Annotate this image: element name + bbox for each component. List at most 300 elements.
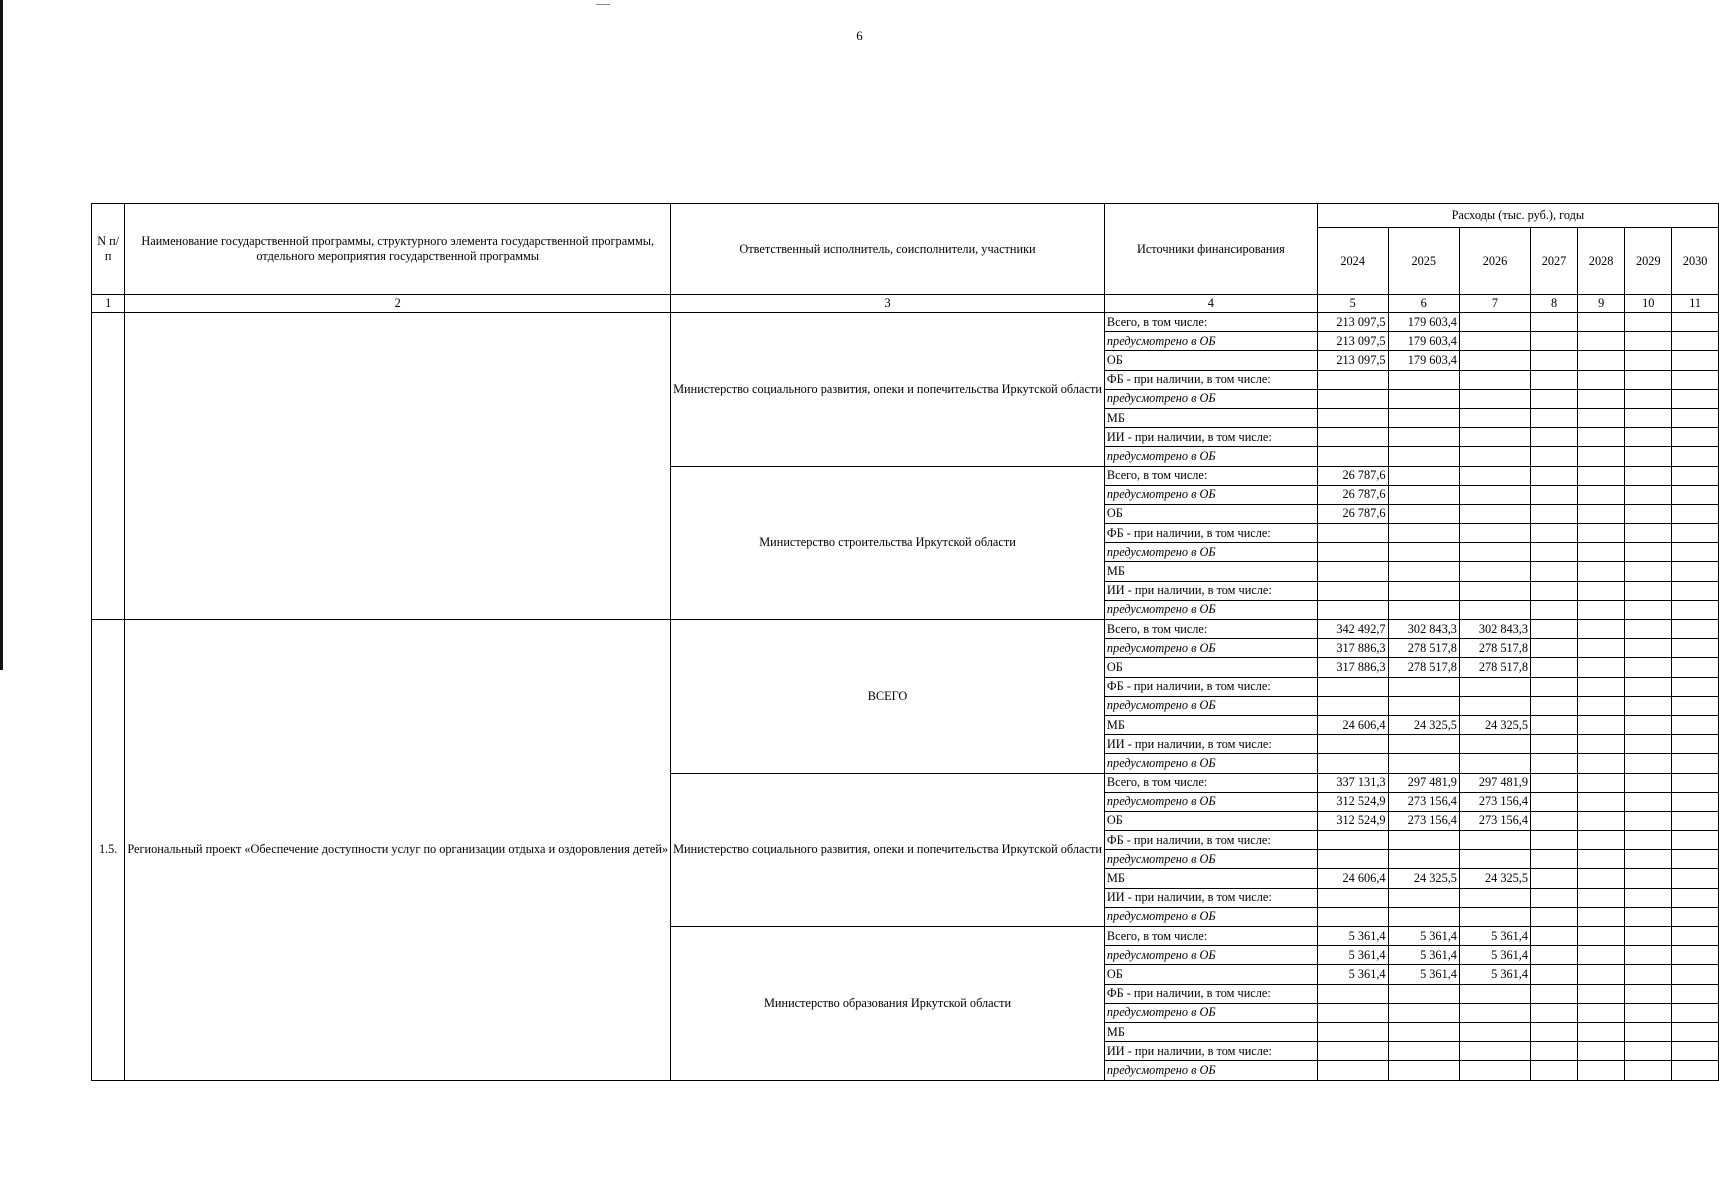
expense-value-cell <box>1672 581 1719 600</box>
expense-value-cell <box>1578 313 1625 332</box>
expense-value-cell <box>1317 428 1388 447</box>
header-num: N п/п <box>92 204 125 295</box>
expense-value-cell <box>1459 1061 1530 1080</box>
expense-value-cell <box>1388 600 1459 619</box>
expense-value-cell <box>1578 792 1625 811</box>
expense-value-cell <box>1578 946 1625 965</box>
expense-value-cell <box>1317 581 1388 600</box>
expense-value-cell: 337 131,3 <box>1317 773 1388 792</box>
expense-value-cell <box>1625 984 1672 1003</box>
expense-value-cell <box>1531 792 1578 811</box>
funding-source-cell: Всего, в том числе: <box>1104 313 1317 332</box>
column-number: 2 <box>125 295 671 313</box>
expense-value-cell <box>1672 1003 1719 1022</box>
expense-value-cell <box>1531 677 1578 696</box>
expense-value-cell <box>1578 677 1625 696</box>
expense-value-cell <box>1388 485 1459 504</box>
expense-value-cell <box>1625 504 1672 523</box>
expense-value-cell <box>1578 984 1625 1003</box>
expense-value-cell <box>1531 1003 1578 1022</box>
expense-value-cell <box>1531 485 1578 504</box>
expense-value-cell <box>1625 773 1672 792</box>
budget-table <box>91 203 1719 1081</box>
funding-source-cell: предусмотрено в ОБ <box>1104 447 1317 466</box>
expense-value-cell: 24 325,5 <box>1388 869 1459 888</box>
expense-value-cell <box>1317 754 1388 773</box>
expense-value-cell <box>1578 466 1625 485</box>
expense-value-cell <box>1672 965 1719 984</box>
column-number: 9 <box>1578 295 1625 313</box>
expense-value-cell: 342 492,7 <box>1317 620 1388 639</box>
expense-value-cell <box>1578 735 1625 754</box>
expense-value-cell <box>1317 524 1388 543</box>
expense-value-cell: 297 481,9 <box>1459 773 1530 792</box>
expense-value-cell <box>1388 1003 1459 1022</box>
executor-cell: Министерство строительства Иркутской области <box>671 466 1105 620</box>
funding-source-cell: МБ <box>1104 562 1317 581</box>
expense-value-cell <box>1317 735 1388 754</box>
expense-value-cell: 24 606,4 <box>1317 715 1388 734</box>
expense-value-cell <box>1672 447 1719 466</box>
header-sources: Источники финансирования <box>1104 204 1317 295</box>
expense-value-cell: 5 361,4 <box>1317 965 1388 984</box>
funding-source-cell: предусмотрено в ОБ <box>1104 1003 1317 1022</box>
expense-value-cell <box>1672 408 1719 427</box>
row-number-cell: 1.5. <box>92 620 125 1081</box>
expense-value-cell <box>1459 389 1530 408</box>
funding-source-cell: ИИ - при наличии, в том числе: <box>1104 581 1317 600</box>
expense-value-cell <box>1459 831 1530 850</box>
scan-margin-bar <box>0 0 3 670</box>
expense-value-cell <box>1578 562 1625 581</box>
expense-value-cell <box>1317 831 1388 850</box>
funding-source-cell: предусмотрено в ОБ <box>1104 696 1317 715</box>
expense-value-cell <box>1578 639 1625 658</box>
expense-value-cell <box>1672 811 1719 830</box>
expense-value-cell <box>1459 1003 1530 1022</box>
expense-value-cell <box>1317 677 1388 696</box>
funding-source-cell: предусмотрено в ОБ <box>1104 543 1317 562</box>
expense-value-cell <box>1531 389 1578 408</box>
expense-value-cell <box>1459 850 1530 869</box>
expense-value-cell <box>1578 831 1625 850</box>
expense-value-cell <box>1672 562 1719 581</box>
expense-value-cell <box>1625 811 1672 830</box>
expense-value-cell <box>1578 485 1625 504</box>
funding-source-cell: ФБ - при наличии, в том числе: <box>1104 984 1317 1003</box>
expense-value-cell <box>1531 773 1578 792</box>
expense-value-cell <box>1578 1042 1625 1061</box>
expense-value-cell <box>1317 408 1388 427</box>
expense-value-cell: 5 361,4 <box>1388 965 1459 984</box>
expense-value-cell <box>1317 389 1388 408</box>
executor-cell: Министерство образования Иркутской области <box>671 927 1105 1081</box>
scan-mark <box>596 4 610 5</box>
expense-value-cell <box>1578 888 1625 907</box>
expense-value-cell <box>1625 466 1672 485</box>
expense-value-cell <box>1578 965 1625 984</box>
expense-value-cell <box>1578 581 1625 600</box>
column-number: 7 <box>1459 295 1530 313</box>
expense-value-cell <box>1317 1061 1388 1080</box>
expense-value-cell <box>1388 677 1459 696</box>
expense-value-cell <box>1531 428 1578 447</box>
expense-value-cell <box>1388 1022 1459 1041</box>
expense-value-cell <box>1578 754 1625 773</box>
page-number: 6 <box>856 28 863 43</box>
funding-source-cell: предусмотрено в ОБ <box>1104 907 1317 926</box>
expense-value-cell <box>1672 313 1719 332</box>
expense-value-cell <box>1388 735 1459 754</box>
funding-source-cell: предусмотрено в ОБ <box>1104 639 1317 658</box>
expense-value-cell: 24 325,5 <box>1388 715 1459 734</box>
expense-value-cell: 5 361,4 <box>1317 946 1388 965</box>
expense-value-cell <box>1531 1061 1578 1080</box>
expense-value-cell: 5 361,4 <box>1317 927 1388 946</box>
expense-value-cell <box>1531 370 1578 389</box>
column-number: 1 <box>92 295 125 313</box>
expense-value-cell <box>1578 524 1625 543</box>
expense-value-cell <box>1672 677 1719 696</box>
expense-value-cell <box>1578 850 1625 869</box>
funding-source-cell: ИИ - при наличии, в том числе: <box>1104 428 1317 447</box>
expense-value-cell <box>1459 984 1530 1003</box>
expense-value-cell <box>1531 658 1578 677</box>
expense-value-cell <box>1578 351 1625 370</box>
expense-value-cell <box>1317 1022 1388 1041</box>
expense-value-cell <box>1388 850 1459 869</box>
expense-value-cell <box>1388 1042 1459 1061</box>
expense-value-cell <box>1317 907 1388 926</box>
table-row <box>92 313 1719 332</box>
expense-value-cell <box>1625 351 1672 370</box>
table-body <box>92 313 1719 1081</box>
expense-value-cell <box>1672 428 1719 447</box>
expense-value-cell <box>1459 562 1530 581</box>
header-expenses: Расходы (тыс. руб.), годы <box>1317 204 1718 228</box>
funding-source-cell: Всего, в том числе: <box>1104 466 1317 485</box>
expense-value-cell <box>1625 869 1672 888</box>
expense-value-cell: 273 156,4 <box>1388 792 1459 811</box>
expense-value-cell <box>1459 581 1530 600</box>
expense-value-cell <box>1672 1022 1719 1041</box>
expense-value-cell <box>1317 562 1388 581</box>
expense-value-cell <box>1317 1042 1388 1061</box>
expense-value-cell <box>1531 332 1578 351</box>
expense-value-cell <box>1317 888 1388 907</box>
expense-value-cell <box>1459 696 1530 715</box>
column-number: 6 <box>1388 295 1459 313</box>
expense-value-cell <box>1578 1022 1625 1041</box>
expense-value-cell <box>1459 485 1530 504</box>
expense-value-cell <box>1388 696 1459 715</box>
expense-value-cell <box>1531 313 1578 332</box>
expense-value-cell <box>1388 888 1459 907</box>
expense-value-cell <box>1388 543 1459 562</box>
expense-value-cell <box>1388 428 1459 447</box>
expense-value-cell <box>1459 428 1530 447</box>
expense-value-cell <box>1625 1003 1672 1022</box>
expense-value-cell: 273 156,4 <box>1459 811 1530 830</box>
expense-value-cell <box>1625 792 1672 811</box>
expense-value-cell <box>1578 1061 1625 1080</box>
expense-value-cell <box>1625 907 1672 926</box>
expense-value-cell <box>1672 888 1719 907</box>
expense-value-cell <box>1625 850 1672 869</box>
header-executor: Ответственный исполнитель, соисполнители, участники <box>671 204 1105 295</box>
expense-value-cell <box>1672 927 1719 946</box>
expense-value-cell <box>1531 888 1578 907</box>
expense-value-cell <box>1459 408 1530 427</box>
expense-value-cell: 179 603,4 <box>1388 332 1459 351</box>
funding-source-cell: ОБ <box>1104 504 1317 523</box>
funding-source-cell: МБ <box>1104 869 1317 888</box>
executor-cell: ВСЕГО <box>671 620 1105 774</box>
expense-value-cell <box>1672 792 1719 811</box>
expense-value-cell <box>1531 984 1578 1003</box>
program-name-cell <box>125 313 671 620</box>
expense-value-cell: 24 325,5 <box>1459 869 1530 888</box>
expense-value-cell: 24 606,4 <box>1317 869 1388 888</box>
funding-source-cell: предусмотрено в ОБ <box>1104 946 1317 965</box>
expense-value-cell <box>1531 754 1578 773</box>
expense-value-cell: 213 097,5 <box>1317 332 1388 351</box>
expense-value-cell <box>1672 620 1719 639</box>
funding-source-cell: ФБ - при наличии, в том числе: <box>1104 831 1317 850</box>
expense-value-cell: 273 156,4 <box>1459 792 1530 811</box>
funding-source-cell: ОБ <box>1104 811 1317 830</box>
expense-value-cell <box>1317 370 1388 389</box>
expense-value-cell <box>1531 907 1578 926</box>
expense-value-cell <box>1672 984 1719 1003</box>
expense-value-cell <box>1459 754 1530 773</box>
expense-value-cell <box>1625 696 1672 715</box>
expense-value-cell <box>1625 620 1672 639</box>
expense-value-cell <box>1578 907 1625 926</box>
expense-value-cell <box>1459 447 1530 466</box>
expense-value-cell <box>1672 524 1719 543</box>
expense-value-cell <box>1531 1042 1578 1061</box>
expense-value-cell <box>1578 658 1625 677</box>
expense-value-cell <box>1625 1042 1672 1061</box>
expense-value-cell: 5 361,4 <box>1388 946 1459 965</box>
expense-value-cell <box>1672 754 1719 773</box>
expense-value-cell <box>1531 696 1578 715</box>
funding-source-cell: Всего, в том числе: <box>1104 620 1317 639</box>
funding-source-cell: предусмотрено в ОБ <box>1104 792 1317 811</box>
expense-value-cell <box>1625 562 1672 581</box>
expense-value-cell <box>1578 370 1625 389</box>
funding-source-cell: предусмотрено в ОБ <box>1104 754 1317 773</box>
expense-value-cell <box>1578 428 1625 447</box>
expense-value-cell <box>1672 332 1719 351</box>
program-name-cell: Региональный проект «Обеспечение доступности услуг по организации отдыха и оздоровления детей» <box>125 620 671 1081</box>
expense-value-cell <box>1388 562 1459 581</box>
expense-value-cell <box>1672 543 1719 562</box>
expense-value-cell <box>1531 715 1578 734</box>
funding-source-cell: предусмотрено в ОБ <box>1104 600 1317 619</box>
expense-value-cell: 312 524,9 <box>1317 792 1388 811</box>
expense-value-cell <box>1317 600 1388 619</box>
expense-value-cell: 278 517,8 <box>1459 639 1530 658</box>
expense-value-cell <box>1625 946 1672 965</box>
expense-value-cell: 317 886,3 <box>1317 639 1388 658</box>
expense-value-cell <box>1388 984 1459 1003</box>
row-number-cell <box>92 313 125 620</box>
expense-value-cell <box>1578 773 1625 792</box>
header-name: Наименование государственной программы, структурного элемента государственной программы, отдельного мероприятия государственной программы <box>125 204 671 295</box>
expense-value-cell <box>1459 332 1530 351</box>
expense-value-cell <box>1531 447 1578 466</box>
expense-value-cell <box>1317 1003 1388 1022</box>
expense-value-cell <box>1578 389 1625 408</box>
expense-value-cell <box>1578 543 1625 562</box>
expense-value-cell <box>1625 735 1672 754</box>
expense-value-cell: 213 097,5 <box>1317 313 1388 332</box>
expense-value-cell <box>1625 389 1672 408</box>
expense-value-cell <box>1578 811 1625 830</box>
expense-value-cell <box>1459 735 1530 754</box>
expense-value-cell <box>1531 351 1578 370</box>
funding-source-cell: ОБ <box>1104 351 1317 370</box>
funding-source-cell: предусмотрено в ОБ <box>1104 389 1317 408</box>
expense-value-cell <box>1317 696 1388 715</box>
expense-value-cell <box>1531 811 1578 830</box>
expense-value-cell <box>1672 946 1719 965</box>
header-year: 2025 <box>1388 228 1459 295</box>
expense-value-cell <box>1531 850 1578 869</box>
executor-cell: Министерство социального развития, опеки и попечительства Иркутской области <box>671 773 1105 927</box>
expense-value-cell <box>1625 639 1672 658</box>
expense-value-cell <box>1672 504 1719 523</box>
expense-value-cell <box>1578 447 1625 466</box>
expense-value-cell <box>1625 408 1672 427</box>
expense-value-cell <box>1625 888 1672 907</box>
expense-value-cell <box>1625 524 1672 543</box>
header-year: 2029 <box>1625 228 1672 295</box>
expense-value-cell <box>1672 1042 1719 1061</box>
expense-value-cell <box>1388 754 1459 773</box>
header-year: 2030 <box>1672 228 1719 295</box>
expense-value-cell <box>1531 543 1578 562</box>
column-number: 11 <box>1672 295 1719 313</box>
header-year: 2024 <box>1317 228 1388 295</box>
funding-source-cell: ФБ - при наличии, в том числе: <box>1104 370 1317 389</box>
funding-source-cell: ФБ - при наличии, в том числе: <box>1104 524 1317 543</box>
expense-value-cell <box>1672 850 1719 869</box>
funding-source-cell: предусмотрено в ОБ <box>1104 485 1317 504</box>
expense-value-cell <box>1531 1022 1578 1041</box>
expense-value-cell <box>1625 332 1672 351</box>
expense-value-cell <box>1388 447 1459 466</box>
expense-value-cell <box>1459 351 1530 370</box>
expense-value-cell <box>1317 850 1388 869</box>
expense-value-cell <box>1459 370 1530 389</box>
expense-value-cell <box>1672 831 1719 850</box>
expense-value-cell: 179 603,4 <box>1388 313 1459 332</box>
expense-value-cell <box>1625 831 1672 850</box>
expense-value-cell <box>1388 504 1459 523</box>
expense-value-cell <box>1388 581 1459 600</box>
column-number-row <box>92 295 1719 313</box>
expense-value-cell <box>1578 504 1625 523</box>
expense-value-cell <box>1531 639 1578 658</box>
expense-value-cell <box>1531 581 1578 600</box>
expense-value-cell: 213 097,5 <box>1317 351 1388 370</box>
expense-value-cell <box>1459 466 1530 485</box>
expense-value-cell <box>1672 773 1719 792</box>
expense-value-cell: 24 325,5 <box>1459 715 1530 734</box>
expense-value-cell <box>1531 620 1578 639</box>
expense-value-cell <box>1672 389 1719 408</box>
expense-value-cell <box>1672 485 1719 504</box>
expense-value-cell <box>1625 485 1672 504</box>
expense-value-cell <box>1578 927 1625 946</box>
expense-value-cell <box>1388 907 1459 926</box>
expense-value-cell: 278 517,8 <box>1459 658 1530 677</box>
header-year: 2026 <box>1459 228 1530 295</box>
expense-value-cell: 302 843,3 <box>1388 620 1459 639</box>
funding-source-cell: МБ <box>1104 1022 1317 1041</box>
column-number: 4 <box>1104 295 1317 313</box>
expense-value-cell <box>1459 677 1530 696</box>
expense-value-cell: 317 886,3 <box>1317 658 1388 677</box>
expense-value-cell <box>1578 620 1625 639</box>
header-year: 2027 <box>1531 228 1578 295</box>
expense-value-cell <box>1531 735 1578 754</box>
expense-value-cell <box>1531 600 1578 619</box>
expense-value-cell <box>1388 370 1459 389</box>
expense-value-cell: 273 156,4 <box>1388 811 1459 830</box>
expense-value-cell <box>1672 351 1719 370</box>
expense-value-cell <box>1459 907 1530 926</box>
funding-source-cell: ИИ - при наличии, в том числе: <box>1104 1042 1317 1061</box>
expense-value-cell <box>1459 600 1530 619</box>
expense-value-cell <box>1672 639 1719 658</box>
expense-value-cell <box>1459 888 1530 907</box>
expense-value-cell: 5 361,4 <box>1459 965 1530 984</box>
expense-value-cell: 278 517,8 <box>1388 658 1459 677</box>
expense-value-cell: 5 361,4 <box>1459 927 1530 946</box>
expense-value-cell <box>1459 504 1530 523</box>
expense-value-cell <box>1531 946 1578 965</box>
expense-value-cell <box>1672 907 1719 926</box>
expense-value-cell <box>1317 543 1388 562</box>
funding-source-cell: МБ <box>1104 408 1317 427</box>
expense-value-cell <box>1672 696 1719 715</box>
expense-value-cell <box>1317 984 1388 1003</box>
expense-value-cell <box>1531 466 1578 485</box>
expense-value-cell <box>1672 466 1719 485</box>
funding-source-cell: ИИ - при наличии, в том числе: <box>1104 888 1317 907</box>
expense-value-cell <box>1625 600 1672 619</box>
expense-value-cell <box>1388 524 1459 543</box>
funding-source-cell: предусмотрено в ОБ <box>1104 1061 1317 1080</box>
expense-value-cell <box>1625 1022 1672 1041</box>
expense-value-cell <box>1672 735 1719 754</box>
expense-value-cell <box>1672 715 1719 734</box>
column-number: 8 <box>1531 295 1578 313</box>
funding-source-cell: предусмотрено в ОБ <box>1104 332 1317 351</box>
expense-value-cell <box>1459 524 1530 543</box>
expense-value-cell: 26 787,6 <box>1317 466 1388 485</box>
expense-value-cell: 5 361,4 <box>1388 927 1459 946</box>
expense-value-cell: 5 361,4 <box>1459 946 1530 965</box>
expense-value-cell <box>1672 600 1719 619</box>
expense-value-cell <box>1625 543 1672 562</box>
expense-value-cell <box>1625 313 1672 332</box>
expense-value-cell <box>1459 1022 1530 1041</box>
